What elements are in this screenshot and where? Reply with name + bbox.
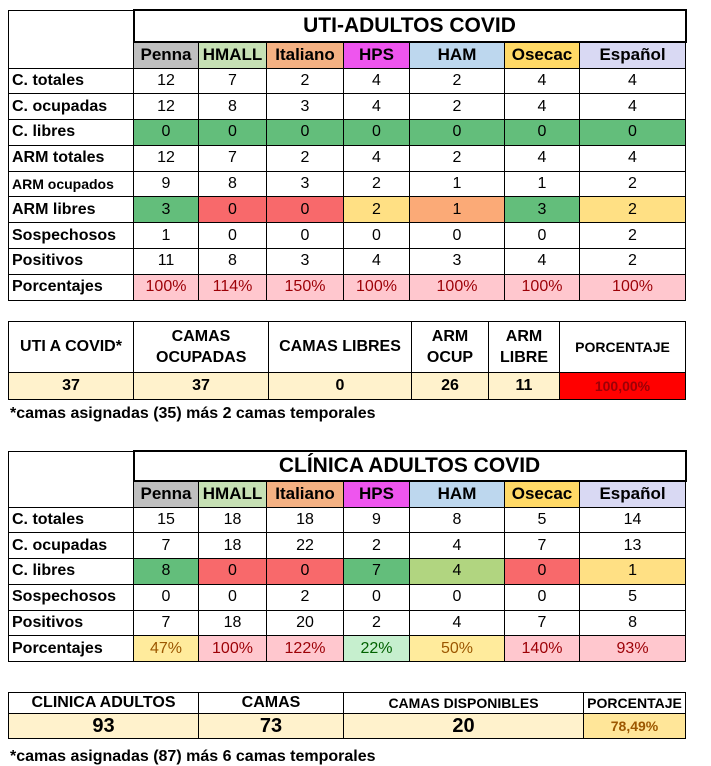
table-cell: 0	[344, 584, 410, 610]
table-row	[9, 249, 686, 275]
table-cell: 20	[267, 610, 344, 636]
uti-summary-value: 0	[269, 373, 412, 400]
table-cell: 2	[580, 249, 686, 275]
clinica-summary-header: CAMAS	[199, 693, 344, 714]
table-cell: 2	[410, 145, 505, 171]
table-cell: 0	[134, 120, 199, 146]
table-cell: 7	[344, 559, 410, 585]
row-label: C. totales	[9, 68, 134, 94]
table-cell: 9	[344, 507, 410, 533]
table-row	[9, 94, 686, 120]
table-cell: 8	[199, 171, 267, 197]
col-header-hps: HPS	[344, 481, 410, 507]
table-row	[9, 120, 686, 146]
clinica-footnote: *camas asignadas (87) más 6 camas temporales	[10, 748, 376, 765]
table-cell: 0	[134, 584, 199, 610]
table-cell: 3	[267, 249, 344, 275]
table-row	[9, 507, 686, 533]
table-row	[9, 610, 686, 636]
table-row	[9, 559, 686, 585]
table-cell: 4	[580, 94, 686, 120]
table-cell: 12	[134, 94, 199, 120]
table-cell: 7	[505, 610, 580, 636]
table-cell: 3	[505, 197, 580, 223]
table-cell: 2	[267, 68, 344, 94]
table-cell: 2	[410, 68, 505, 94]
row-label: Positivos	[9, 249, 134, 275]
table-cell: 18	[199, 533, 267, 559]
table-cell: 0	[344, 223, 410, 249]
table-cell: 2	[580, 223, 686, 249]
table-cell: 7	[199, 145, 267, 171]
col-header-ham: HAM	[410, 42, 505, 68]
clinica-summary-table	[8, 692, 686, 739]
clinica-summary-value: 93	[9, 714, 199, 739]
table-cell: 3	[267, 171, 344, 197]
table-cell: 100%	[505, 274, 580, 300]
table-cell: 1	[410, 197, 505, 223]
table-cell: 140%	[505, 636, 580, 662]
table-cell: 2	[267, 145, 344, 171]
table-cell: 12	[134, 145, 199, 171]
table-cell: 0	[505, 120, 580, 146]
col-header-ham: HAM	[410, 481, 505, 507]
table-row	[9, 636, 686, 662]
table-cell: 2	[344, 533, 410, 559]
table-cell: 5	[580, 584, 686, 610]
col-header-osecac: Osecac	[505, 481, 580, 507]
table-row	[9, 274, 686, 300]
uti-summary-value: 37	[134, 373, 269, 400]
table-cell: 18	[267, 507, 344, 533]
table-cell: 0	[199, 223, 267, 249]
row-label: C. ocupadas	[9, 533, 134, 559]
table-cell: 4	[344, 94, 410, 120]
uti-title: UTI-ADULTOS COVID	[134, 10, 686, 42]
clinica-summary-value: 73	[199, 714, 344, 739]
table-cell: 1	[134, 223, 199, 249]
table-cell: 2	[267, 584, 344, 610]
table-cell: 13	[580, 533, 686, 559]
clinica-summary-percentage: 78,49%	[584, 714, 686, 739]
table-cell: 4	[344, 249, 410, 275]
clinica-summary-value: 20	[344, 714, 584, 739]
uti-summary-value: 26	[412, 373, 489, 400]
table-cell: 2	[580, 197, 686, 223]
clinica-summary-header: CAMAS DISPONIBLES	[344, 693, 584, 714]
table-cell: 3	[410, 249, 505, 275]
table-cell: 3	[134, 197, 199, 223]
row-label: C. libres	[9, 120, 134, 146]
row-label: C. ocupadas	[9, 94, 134, 120]
table-cell: 0	[505, 584, 580, 610]
uti-footnote: *camas asignadas (35) más 2 camas temporales	[10, 405, 376, 422]
table-cell: 122%	[267, 636, 344, 662]
table-cell: 3	[267, 94, 344, 120]
table-cell: 100%	[199, 636, 267, 662]
table-cell: 1	[580, 559, 686, 585]
table-cell: 50%	[410, 636, 505, 662]
table-cell: 4	[580, 145, 686, 171]
row-label: Sospechosos	[9, 584, 134, 610]
table-cell: 4	[410, 533, 505, 559]
corner-cell	[9, 451, 134, 507]
uti-summary-value: 37	[9, 373, 134, 400]
table-cell: 0	[410, 223, 505, 249]
table-cell: 4	[344, 68, 410, 94]
table-cell: 4	[505, 145, 580, 171]
uti-table	[8, 9, 687, 301]
table-cell: 8	[580, 610, 686, 636]
table-cell: 7	[505, 533, 580, 559]
row-label: Sospechosos	[9, 223, 134, 249]
table-cell: 100%	[134, 274, 199, 300]
row-label: C. libres	[9, 559, 134, 585]
table-cell: 14	[580, 507, 686, 533]
table-cell: 11	[134, 249, 199, 275]
table-cell: 8	[199, 94, 267, 120]
col-header-espanol: Español	[580, 481, 686, 507]
table-cell: 7	[199, 68, 267, 94]
clinica-summary-header: PORCENTAJE	[584, 693, 686, 714]
uti-summary-header: UTI A COVID*	[9, 322, 134, 373]
table-cell: 0	[410, 120, 505, 146]
table-cell: 1	[410, 171, 505, 197]
table-cell: 2	[344, 171, 410, 197]
table-cell: 0	[505, 223, 580, 249]
table-cell: 4	[505, 94, 580, 120]
table-row	[9, 197, 686, 223]
table-cell: 8	[410, 507, 505, 533]
table-cell: 100%	[580, 274, 686, 300]
table-cell: 1	[505, 171, 580, 197]
row-label: ARM libres	[9, 197, 134, 223]
table-row	[9, 68, 686, 94]
table-cell: 15	[134, 507, 199, 533]
table-cell: 8	[199, 249, 267, 275]
clinica-title: CLÍNICA ADULTOS COVID	[134, 451, 686, 481]
table-cell: 0	[267, 197, 344, 223]
table-cell: 18	[199, 507, 267, 533]
corner-cell	[9, 10, 134, 68]
table-cell: 93%	[580, 636, 686, 662]
table-cell: 0	[267, 559, 344, 585]
table-row	[9, 533, 686, 559]
table-cell: 8	[134, 559, 199, 585]
table-cell: 18	[199, 610, 267, 636]
table-cell: 2	[410, 94, 505, 120]
table-cell: 47%	[134, 636, 199, 662]
uti-summary-header: PORCENTAJE	[560, 322, 686, 373]
table-cell: 4	[505, 68, 580, 94]
table-cell: 0	[267, 120, 344, 146]
uti-summary-table	[8, 321, 686, 400]
table-cell: 9	[134, 171, 199, 197]
table-cell: 0	[580, 120, 686, 146]
row-label: Porcentajes	[9, 274, 134, 300]
table-cell: 0	[199, 559, 267, 585]
col-header-espanol: Español	[580, 42, 686, 68]
table-row	[9, 223, 686, 249]
table-cell: 0	[199, 197, 267, 223]
col-header-penna: Penna	[134, 42, 199, 68]
row-label: C. totales	[9, 507, 134, 533]
col-header-hmall: HMALL	[199, 42, 267, 68]
table-cell: 4	[505, 249, 580, 275]
table-cell: 22%	[344, 636, 410, 662]
table-cell: 100%	[410, 274, 505, 300]
table-cell: 0	[410, 584, 505, 610]
uti-summary-header: ARM OCUP	[412, 322, 489, 373]
col-header-hps: HPS	[344, 42, 410, 68]
uti-summary-value: 11	[489, 373, 560, 400]
col-header-penna: Penna	[134, 481, 199, 507]
table-cell: 2	[344, 197, 410, 223]
table-cell: 4	[410, 559, 505, 585]
uti-summary-header: ARM LIBRE	[489, 322, 560, 373]
clinica-table	[8, 450, 687, 662]
table-cell: 114%	[199, 274, 267, 300]
table-cell: 0	[267, 223, 344, 249]
table-cell: 22	[267, 533, 344, 559]
table-cell: 7	[134, 610, 199, 636]
table-cell: 5	[505, 507, 580, 533]
col-header-italiano: Italiano	[267, 481, 344, 507]
col-header-hmall: HMALL	[199, 481, 267, 507]
table-cell: 4	[580, 68, 686, 94]
row-label: Porcentajes	[9, 636, 134, 662]
row-label: ARM ocupados	[9, 171, 134, 197]
table-cell: 4	[410, 610, 505, 636]
row-label: ARM totales	[9, 145, 134, 171]
col-header-osecac: Osecac	[505, 42, 580, 68]
table-cell: 0	[505, 559, 580, 585]
table-cell: 0	[344, 120, 410, 146]
row-label: Positivos	[9, 610, 134, 636]
table-cell: 7	[134, 533, 199, 559]
table-cell: 2	[344, 610, 410, 636]
table-row	[9, 171, 686, 197]
table-cell: 4	[344, 145, 410, 171]
table-cell: 12	[134, 68, 199, 94]
table-cell: 100%	[344, 274, 410, 300]
table-cell: 2	[580, 171, 686, 197]
table-cell: 150%	[267, 274, 344, 300]
col-header-italiano: Italiano	[267, 42, 344, 68]
uti-summary-header: CAMAS LIBRES	[269, 322, 412, 373]
clinica-summary-header: CLINICA ADULTOS	[9, 693, 199, 714]
table-row	[9, 145, 686, 171]
uti-summary-header: CAMAS OCUPADAS	[134, 322, 269, 373]
table-row	[9, 584, 686, 610]
table-cell: 0	[199, 120, 267, 146]
uti-summary-percentage: 100,00%	[560, 373, 686, 400]
table-cell: 0	[199, 584, 267, 610]
